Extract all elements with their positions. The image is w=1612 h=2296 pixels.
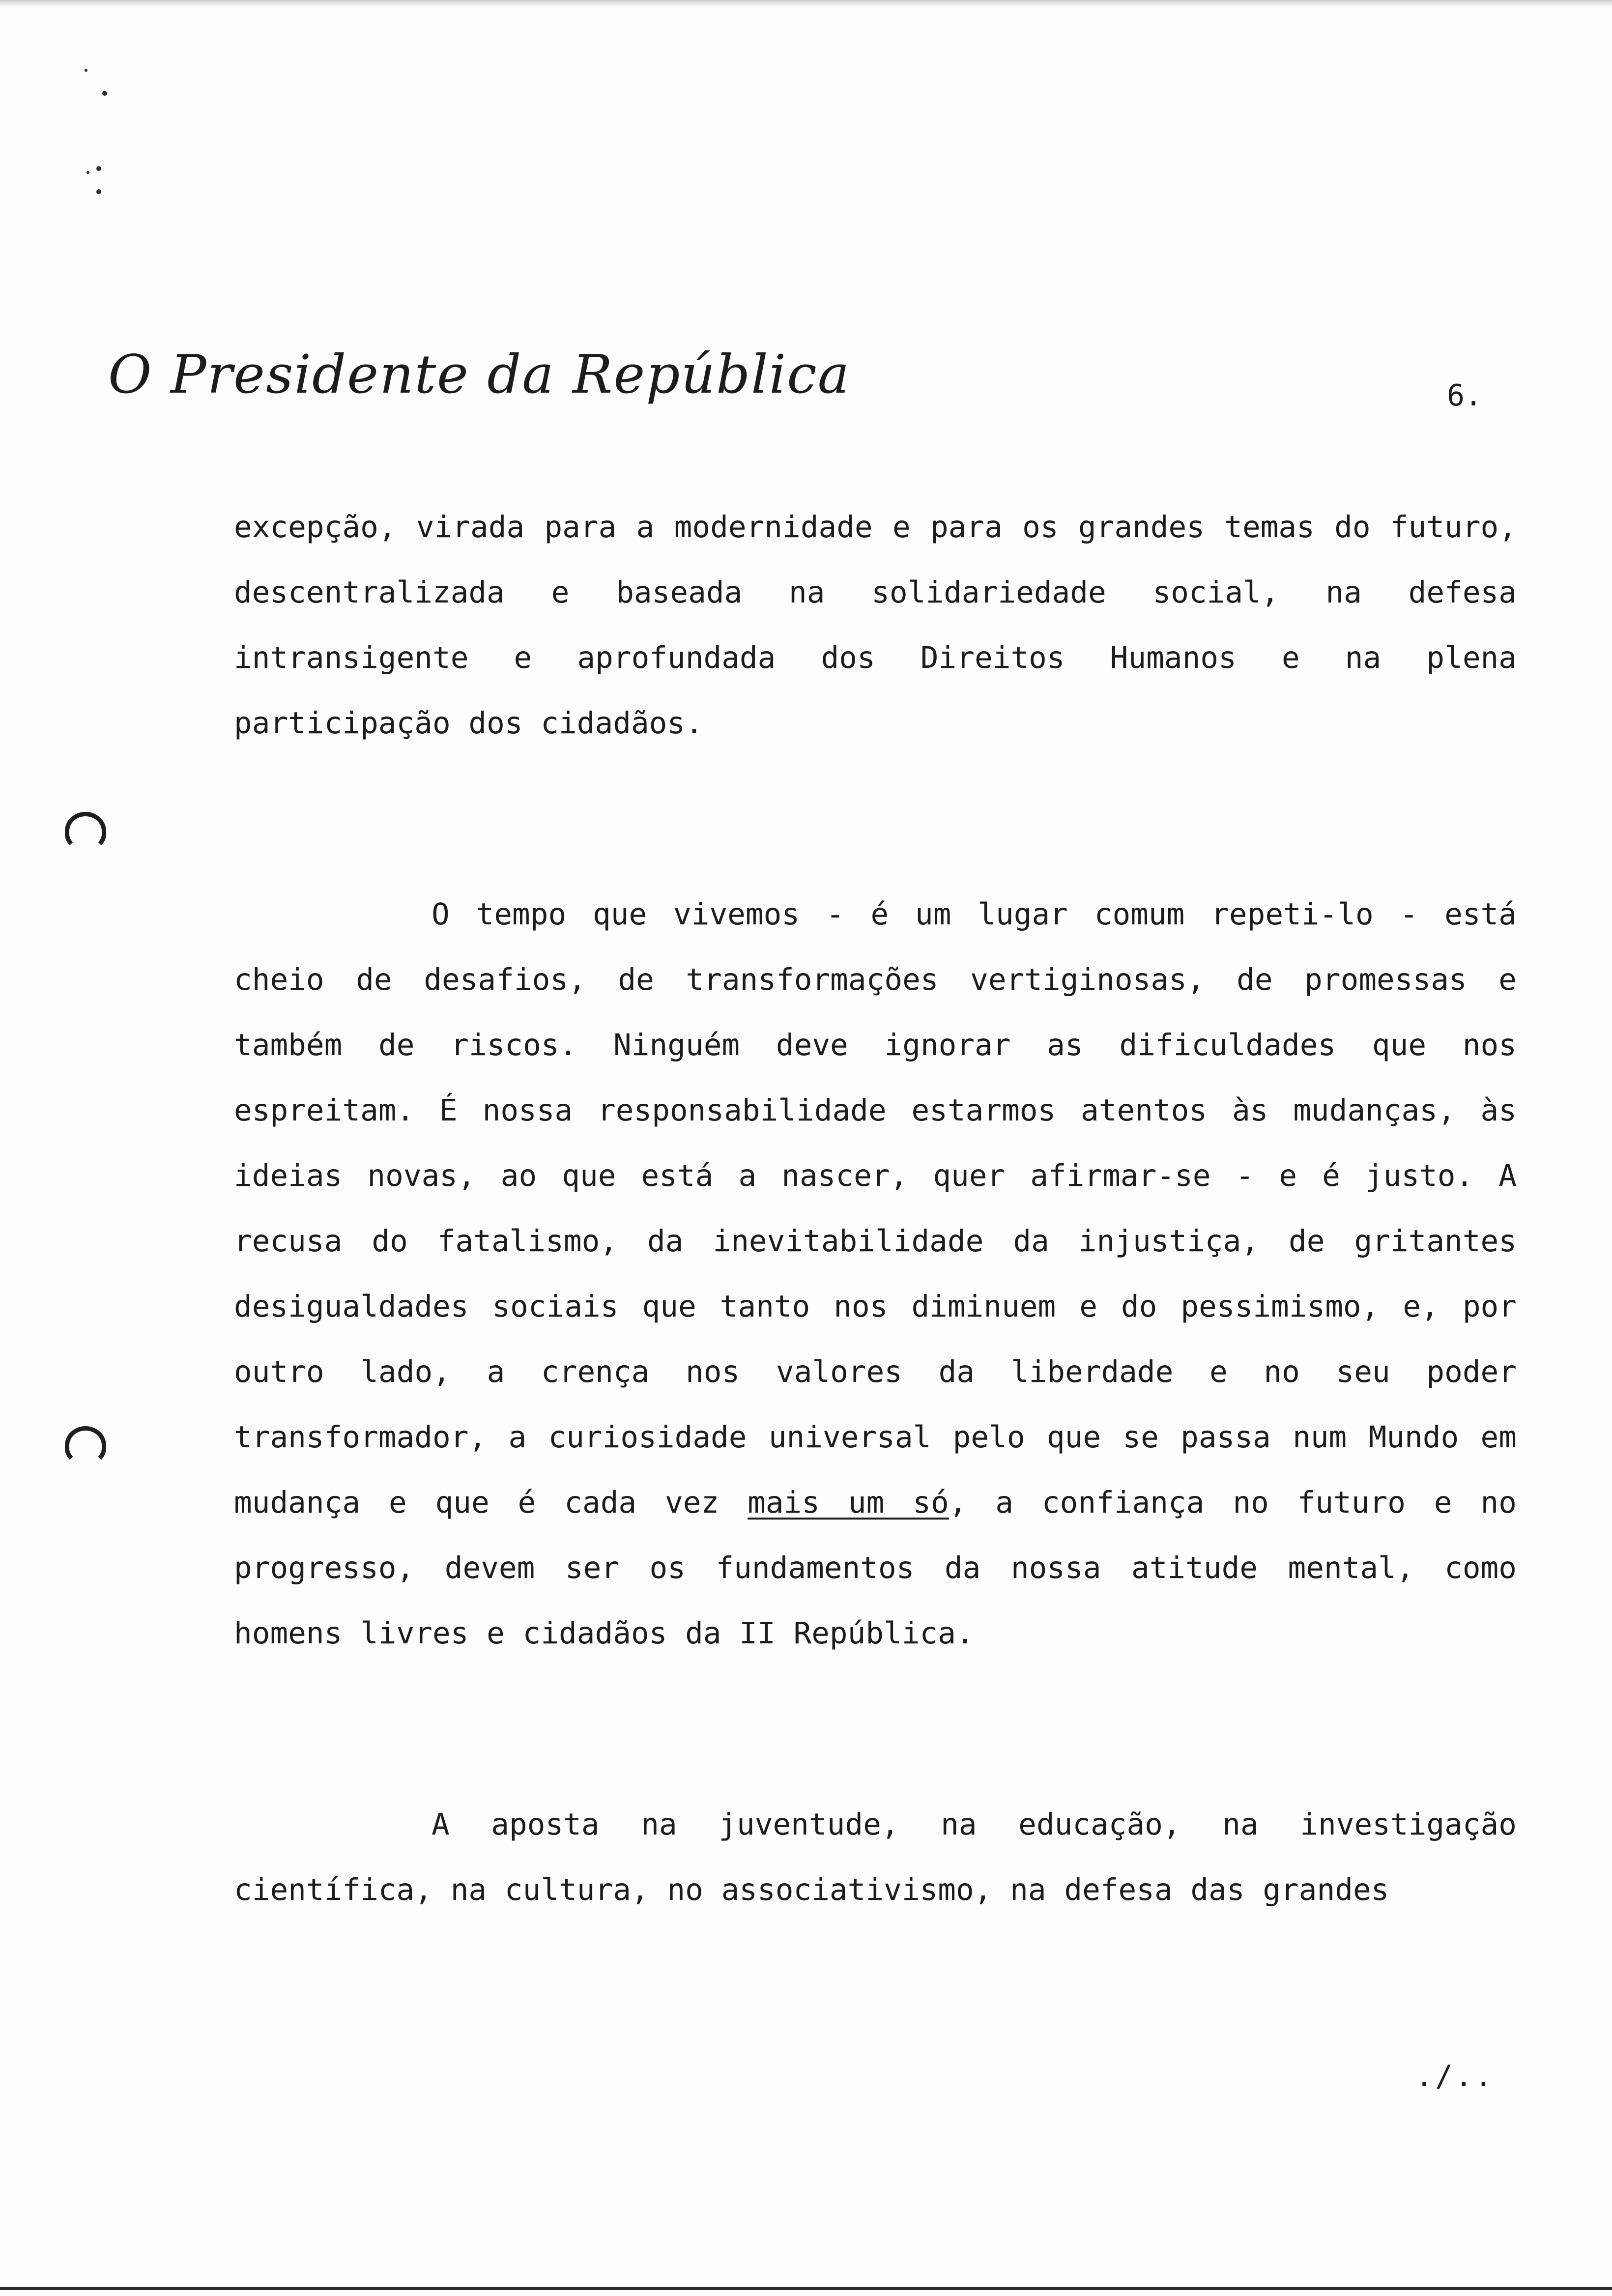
- paragraph-2-text-start: O tempo que vivemos - é um lugar comum repeti-lo - está cheio de desafios, de transformações vertiginosas, de promessas e também de riscos. Ninguém deve ignorar as dificuldades que nos espreitam. É nossa responsabilidade estarmos atentos às mudanças, às ideias novas, ao que está a nascer, quer afirmar-se - e é justo. A recusa do fatalismo, da inevitabilidade da injustiça, de gritantes desigualdades sociais que tanto nos diminuem e do pessimismo, e, por outro lado, a crença nos valores da liberdade e no seu poder transformador, a curiosidade universal pelo que se passa num Mundo em mudança e que é cada vez: [234, 897, 1517, 1520]
- continuation-mark: ./..: [1415, 2059, 1495, 2094]
- paragraph-2: [234, 882, 1517, 1666]
- paragraph-2-text-end: , a confiança no futuro e no progresso, devem ser os fundamentos da nossa atitude mental, como homens livres e cidadãos da II República.: [234, 1485, 1517, 1651]
- punch-hole-top: [65, 812, 106, 850]
- paragraph-1: excepção, virada para a modernidade e para os grandes temas do futuro, descentralizada e baseada na solidariedade social, na defesa intransigente e aprofundada dos Direitos Humanos e na plena participação dos cidadãos.: [234, 510, 1517, 741]
- scan-speck: [102, 91, 107, 96]
- scan-top-edge: [0, 0, 1612, 7]
- body-text: [234, 494, 1517, 1923]
- scan-speck: [96, 189, 101, 194]
- letterhead-title: O Presidente da República: [108, 344, 851, 405]
- underlined-phrase: mais um só: [748, 1485, 949, 1520]
- scan-speck: [85, 69, 87, 72]
- paragraph-3: A aposta na juventude, na educação, na investigação científica, na cultura, no associativismo, na defesa das grandes: [234, 1807, 1517, 1907]
- page-number: 6.: [1447, 378, 1483, 413]
- scan-speck: [86, 171, 89, 174]
- scan-bottom-edge: [0, 2287, 1612, 2290]
- punch-hole-bottom: [65, 1426, 106, 1464]
- scan-speck: [96, 166, 101, 171]
